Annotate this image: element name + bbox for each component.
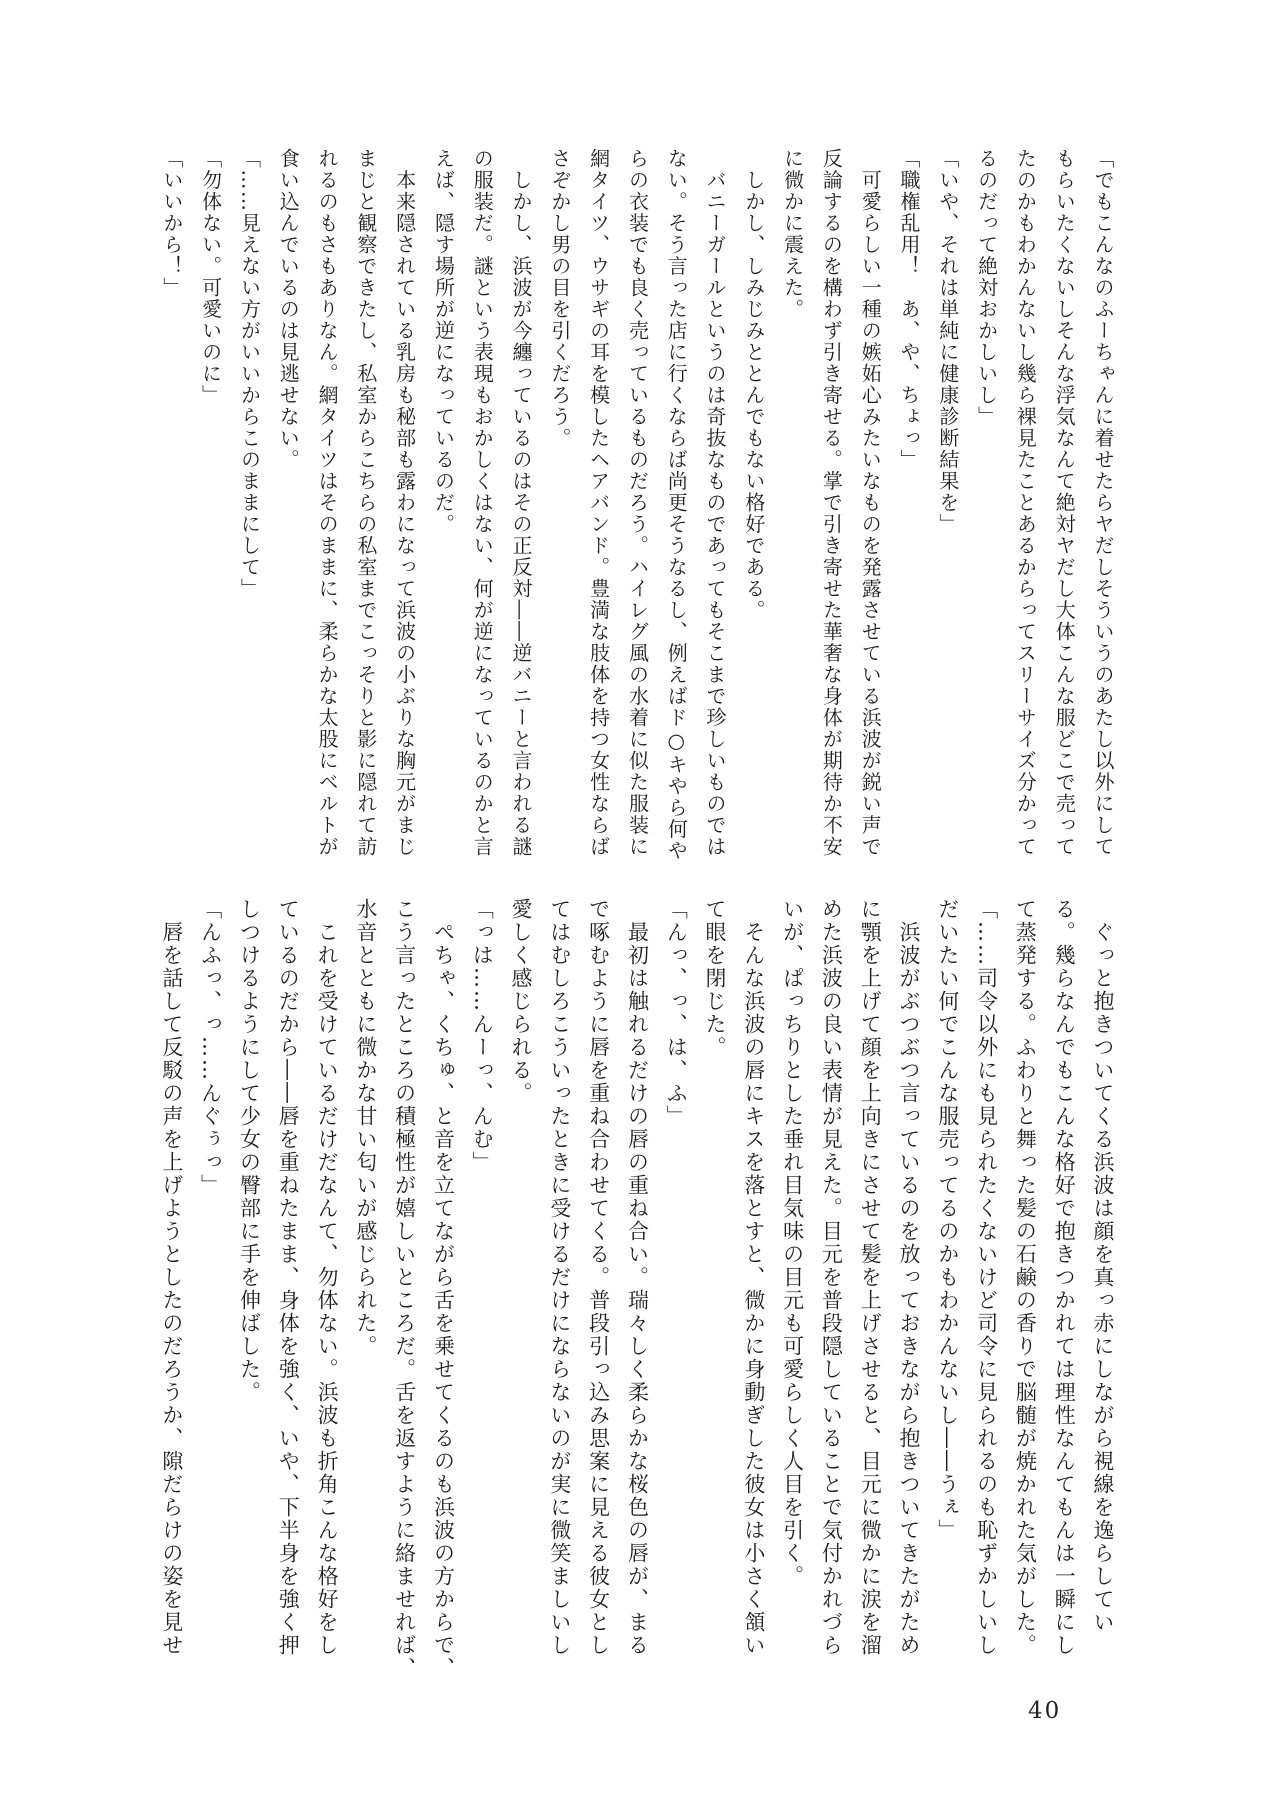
text-column: 本来隠されている乳房も秘部も露わになって浜波の小ぶりな胸元がまじ [392,148,417,858]
text-column: えば、隠す場所が逆になっているのだ。 [431,148,456,535]
text-column: れるのもさもありなん。網タイツはそのままに、柔らかな太股にベルトが [315,148,340,858]
text-column: バニーガールというのは奇抜なものであってもそこまで珍しいものでは [703,148,728,858]
text-column: こう言ったところの積極性が嬉しいところだ。舌を返すように絡ませれば、 [392,898,417,1680]
text-column: いが、ぱっちりとした垂れ目気味の目元も可愛らしく人目を引く。 [780,898,805,1588]
text-column: 唇を話して反駁の声を上げようとしたのだろうか、隙だらけの姿を見せ [159,898,184,1657]
text-column: 愛しく感じられる。 [509,898,534,1105]
text-column: ぺちゃ、くちゅ、と音を立てながら舌を乗せてくるのも浜波の方からで、 [431,898,456,1680]
text-column: る。幾らなんでもこんな格好で抱きつかれては理性なんてもんは一瞬にし [1052,898,1077,1657]
text-column: 「んっ、っ、は、ふ」 [664,898,689,1128]
text-column: に顎を上げて顔を上向きにさせて髪を上げさせると、目元に微かに涙を溜 [858,898,883,1657]
text-column: 「いや、それは単純に健康診断結果を」 [935,148,960,535]
text-column: これを受けているだけだなんて、勿体ない。浜波も折角こんな格好をし [315,898,340,1657]
text-column: 「職権乱用！ あ、や、ちょっ」 [897,148,922,471]
text-column: 水音とともに微かな甘い匂いが感じられた。 [353,898,378,1358]
text-column: 食い込んでいるのは見逃せない。 [276,148,301,471]
text-column: 浜波がぶつぶつ言っているのを放っておきながら抱きついてきたがため [897,898,922,1657]
text-column: 網タイツ、ウサギの耳を模したヘアバンド。豊満な肢体を持つ女性ならば [586,148,611,858]
text-column: らの衣装でも良く売っているものだろう。ハイレグ風の水着に似た服装に [625,148,650,858]
text-column: しかし、しみじみととんでもない格好である。 [741,148,766,621]
text-column: だいたい何でこんな服売ってるのかもわかんないし――うぇ」 [935,898,960,1542]
text-column: て眼を閉じた。 [703,898,728,1059]
text-column: ぐっと抱きついてくる浜波は顔を真っ赤にしながら視線を逸らしてい [1091,898,1115,1634]
text-column: 可愛らしい一種の嫉妬心みたいなものを発露させている浜波が鋭い声で [858,148,883,858]
text-column: さぞかし男の目を引くだろう。 [547,148,572,449]
text-column: 「……司令以外にも見られたくないけど司令に見られるのも恥ずかしいし [974,898,999,1657]
bottom-text-block [152,898,1122,1690]
top-text-block [152,148,1122,884]
text-column: 最初は触れるだけの唇の重ね合い。瑞々しく柔らかな桜色の唇が、まる [625,898,650,1657]
text-column: 反論するのを構わず引き寄せる。掌で引き寄せた華奢な身体が期待か不安 [819,148,844,858]
text-column: しかし、浜波が今纏っているのはその正反対――逆バニーと言われる謎 [509,148,534,858]
text-column: て蒸発する。ふわりと舞った髪の石鹸の香りで脳髄が焼かれた気がした。 [1013,898,1038,1657]
text-column: てはむしろこういったときに受けるだけにならないのが実に微笑ましいし [547,898,572,1657]
text-column: たのかもわかんないし幾ら裸見たことあるからってスリーサイズ分かって [1013,148,1038,858]
text-column: 「勿体ない。可愛いのに」 [198,148,223,406]
text-column: めた浜波の良い表情が見えた。目元を普段隠していることで気付かれづら [819,898,844,1657]
text-column: 「でもこんなのふーちゃんに着せたらヤだしそういうのあたし以外にして [1091,148,1115,858]
text-column: ない。そう言った店に行くならば尚更そうなるし、例えばド○キやら何や [664,148,689,862]
text-column: の服装だ。謎という表現もおかしくはない、何が逆になっているのかと言 [470,148,495,858]
text-column: もらいたくないしそんな浮気なんて絶対ヤだし大体こんな服どこで売って [1052,148,1077,858]
text-column: ているのだから――唇を重ねたまま、身体を強く、いや、下半身を強く押 [276,898,301,1657]
text-column: に微かに震えた。 [780,148,805,320]
text-column: 「いいから！」 [159,148,184,299]
page-number: 40 [1028,1698,1062,1724]
text-column: 「んふっ、っ……んぐぅっ」 [198,898,223,1197]
text-column: まじと観察できたし、私室からこちらの私室までこっそりと影に隠れて訪 [353,148,378,858]
text-column: しつけるようにして少女の臀部に手を伸ばした。 [237,898,262,1404]
text-column: で啄むように唇を重ね合わせてくる。普段引っ込み思案に見える彼女とし [586,898,611,1657]
text-column: そんな浜波の唇にキスを落とすと、微かに身動ぎした彼女は小さく頷い [741,898,766,1657]
text-column: るのだって絶対おかしいし」 [974,148,999,428]
text-column: 「……見えない方がいいからこのままにして」 [237,148,262,600]
text-column: 「っは……んーっ、んむ」 [470,898,495,1174]
